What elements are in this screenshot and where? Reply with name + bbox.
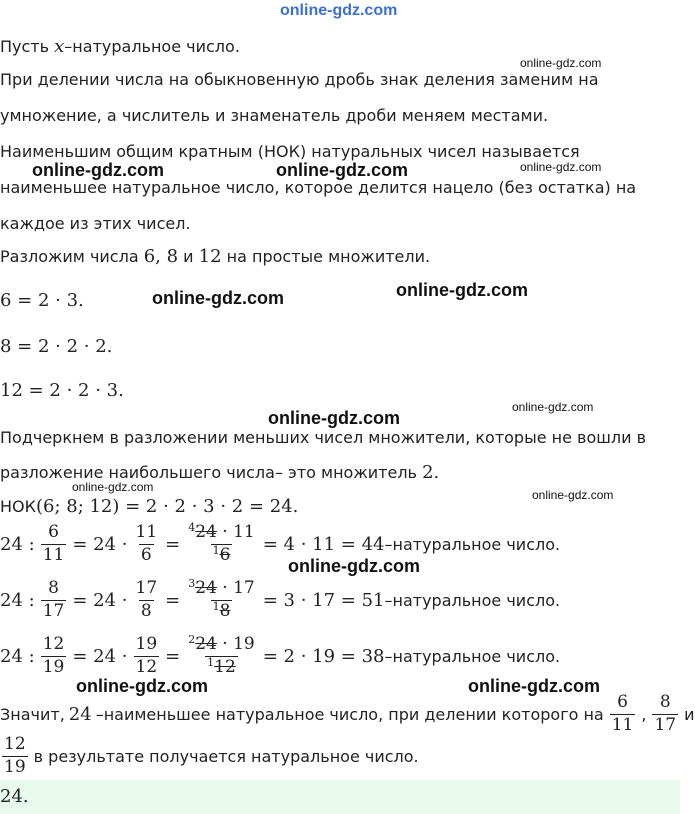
equation-1 bbox=[0, 521, 561, 565]
eq-sign: = bbox=[165, 645, 181, 667]
reduced-sup: 1 bbox=[212, 599, 220, 613]
eq-mul: = 24 · bbox=[72, 533, 128, 555]
denominator: 19 bbox=[42, 656, 65, 677]
fraction bbox=[610, 694, 636, 735]
numerator: 8 bbox=[659, 692, 671, 712]
factorization-6: 6 = 2 · 3. bbox=[0, 290, 84, 311]
eq-sign: = bbox=[165, 533, 181, 555]
text-segment: на простые множители. bbox=[221, 247, 431, 266]
math-number: 12 bbox=[198, 246, 222, 267]
text-segment: в результате получается натуральное число. bbox=[33, 746, 419, 766]
text-segment: –наименьшее натуральное число, при делении которого на bbox=[95, 704, 604, 724]
variable-x: x bbox=[54, 36, 65, 57]
lcm-line bbox=[0, 496, 298, 517]
paragraph-division-rule-2: умножение, а числитель и знаменатель дроби меняем местами. bbox=[0, 106, 549, 125]
numerator: 11 bbox=[135, 522, 158, 542]
cancelled-number: 12 bbox=[214, 656, 236, 677]
numerator: 12 bbox=[4, 734, 26, 754]
eq-result: = 4 · 11 = 44 bbox=[262, 533, 385, 555]
text-segment: Значит, bbox=[0, 704, 65, 724]
eq-mul: = 24 · bbox=[72, 589, 128, 611]
numerator: 19 bbox=[135, 634, 158, 654]
paragraph-underline-2 bbox=[0, 462, 439, 483]
cancelled-number: 24 bbox=[195, 578, 217, 598]
equation-2 bbox=[0, 577, 561, 621]
fraction bbox=[134, 580, 160, 621]
paragraph-lcm-def-2: наименьшее натуральное число, которое делится нацело (без остатка) на bbox=[0, 178, 637, 197]
paragraph-let-x bbox=[0, 36, 240, 57]
watermark-big: online-gdz.com bbox=[276, 160, 408, 180]
watermark-big: online-gdz.com bbox=[76, 676, 208, 696]
conclusion-line-1 bbox=[0, 694, 695, 735]
answer-value: 24. bbox=[0, 786, 29, 807]
watermark-small: online-gdz.com bbox=[532, 488, 614, 502]
eq-mul: = 24 · bbox=[72, 645, 128, 667]
watermark-small: online-gdz.com bbox=[520, 160, 602, 174]
eq-lhs: 24 : bbox=[0, 533, 35, 555]
separator: , bbox=[641, 704, 647, 724]
paragraph-underline-1: Подчеркнем в разложении меньших чисел множители, которые не вошли в bbox=[0, 428, 647, 447]
cancelled-number: 24 bbox=[195, 634, 217, 654]
watermark-top: online-gdz.com bbox=[280, 2, 398, 19]
natural-label: –натуральное число. bbox=[384, 646, 561, 666]
lcm-expression: (6; 8; 12) = 2 · 2 · 3 · 2 = 24. bbox=[35, 496, 299, 517]
eq-sign: = bbox=[165, 589, 181, 611]
denominator: 19 bbox=[4, 756, 26, 777]
conclusion-line-2 bbox=[0, 736, 419, 777]
cancelled-number: 8 bbox=[219, 600, 231, 621]
fraction bbox=[2, 736, 28, 777]
watermark-small: online-gdz.com bbox=[520, 56, 602, 70]
numerator: 6 bbox=[617, 692, 628, 712]
natural-label: –натуральное число. bbox=[384, 590, 561, 610]
numerator: 6 bbox=[48, 522, 59, 542]
fraction-cancel bbox=[186, 633, 256, 677]
denominator: 17 bbox=[42, 600, 65, 621]
lcm-label: НОК bbox=[0, 497, 36, 516]
fraction bbox=[134, 636, 160, 677]
fraction bbox=[41, 580, 67, 621]
numerator: 12 bbox=[42, 634, 65, 654]
watermark-small: online-gdz.com bbox=[512, 400, 594, 414]
reduced-sup: 3 bbox=[188, 577, 196, 590]
denominator: 11 bbox=[611, 714, 634, 735]
numerator: 8 bbox=[48, 578, 59, 598]
paragraph-division-rule-1: При делении числа на обыкновенную дробь знак деления заменим на bbox=[0, 70, 599, 89]
factorization-12: 12 = 2 · 2 · 3. bbox=[0, 380, 124, 401]
eq-result: = 3 · 17 = 51 bbox=[262, 589, 385, 611]
reduced-sup: 1 bbox=[207, 655, 215, 669]
denominator: 6 bbox=[140, 544, 152, 565]
numerator: 17 bbox=[135, 578, 158, 598]
paragraph-lcm-def-1: Наименьшим общим кратным (НОК) натуральных чисел называется bbox=[0, 142, 580, 161]
fraction-cancel bbox=[186, 521, 256, 565]
watermark-big: online-gdz.com bbox=[396, 280, 528, 300]
watermark-big: online-gdz.com bbox=[468, 676, 600, 696]
text-segment: –натуральное число. bbox=[64, 37, 240, 56]
factorization-8: 8 = 2 · 2 · 2. bbox=[0, 336, 113, 357]
paragraph-lcm-def-3: каждое из этих чисел. bbox=[0, 214, 191, 233]
denominator: 11 bbox=[42, 544, 65, 565]
fraction bbox=[41, 636, 67, 677]
eq-result: = 2 · 19 = 38 bbox=[262, 645, 385, 667]
math-number: 2. bbox=[422, 462, 440, 483]
text-segment: и bbox=[178, 247, 199, 266]
numerator-rest: · 17 bbox=[216, 578, 255, 598]
watermark-big: online-gdz.com bbox=[288, 556, 420, 576]
reduced-sup: 2 bbox=[188, 633, 196, 646]
text-segment: Разложим числа bbox=[0, 247, 144, 266]
paragraph-factorize bbox=[0, 246, 430, 267]
watermark-big: online-gdz.com bbox=[152, 288, 284, 308]
denominator: 12 bbox=[135, 656, 158, 677]
fraction bbox=[41, 524, 67, 565]
reduced-sup: 1 bbox=[212, 543, 220, 557]
denominator: 17 bbox=[654, 714, 677, 735]
watermark-big: online-gdz.com bbox=[32, 160, 164, 180]
cancelled-number: 6 bbox=[219, 544, 231, 565]
denominator: 8 bbox=[140, 600, 152, 621]
eq-lhs: 24 : bbox=[0, 645, 35, 667]
equation-3 bbox=[0, 633, 561, 677]
fraction bbox=[652, 694, 678, 735]
natural-label: –натуральное число. bbox=[384, 534, 561, 554]
answer-box bbox=[0, 780, 680, 814]
numerator-rest: · 11 bbox=[216, 522, 255, 542]
text-segment: разложение наибольшего числа– это множитель bbox=[0, 463, 423, 482]
text-segment: Пусть bbox=[0, 37, 55, 56]
watermark-big: online-gdz.com bbox=[268, 408, 400, 428]
text-segment: и bbox=[684, 704, 695, 724]
math-number: 24 bbox=[68, 703, 92, 725]
math-numbers: 6, 8 bbox=[143, 246, 179, 267]
numerator-rest: · 19 bbox=[216, 634, 255, 654]
cancelled-number: 24 bbox=[195, 522, 217, 542]
eq-lhs: 24 : bbox=[0, 589, 35, 611]
fraction bbox=[134, 524, 160, 565]
watermark-small: online-gdz.com bbox=[72, 480, 154, 494]
fraction-cancel bbox=[186, 577, 256, 621]
reduced-sup: 4 bbox=[188, 521, 196, 534]
